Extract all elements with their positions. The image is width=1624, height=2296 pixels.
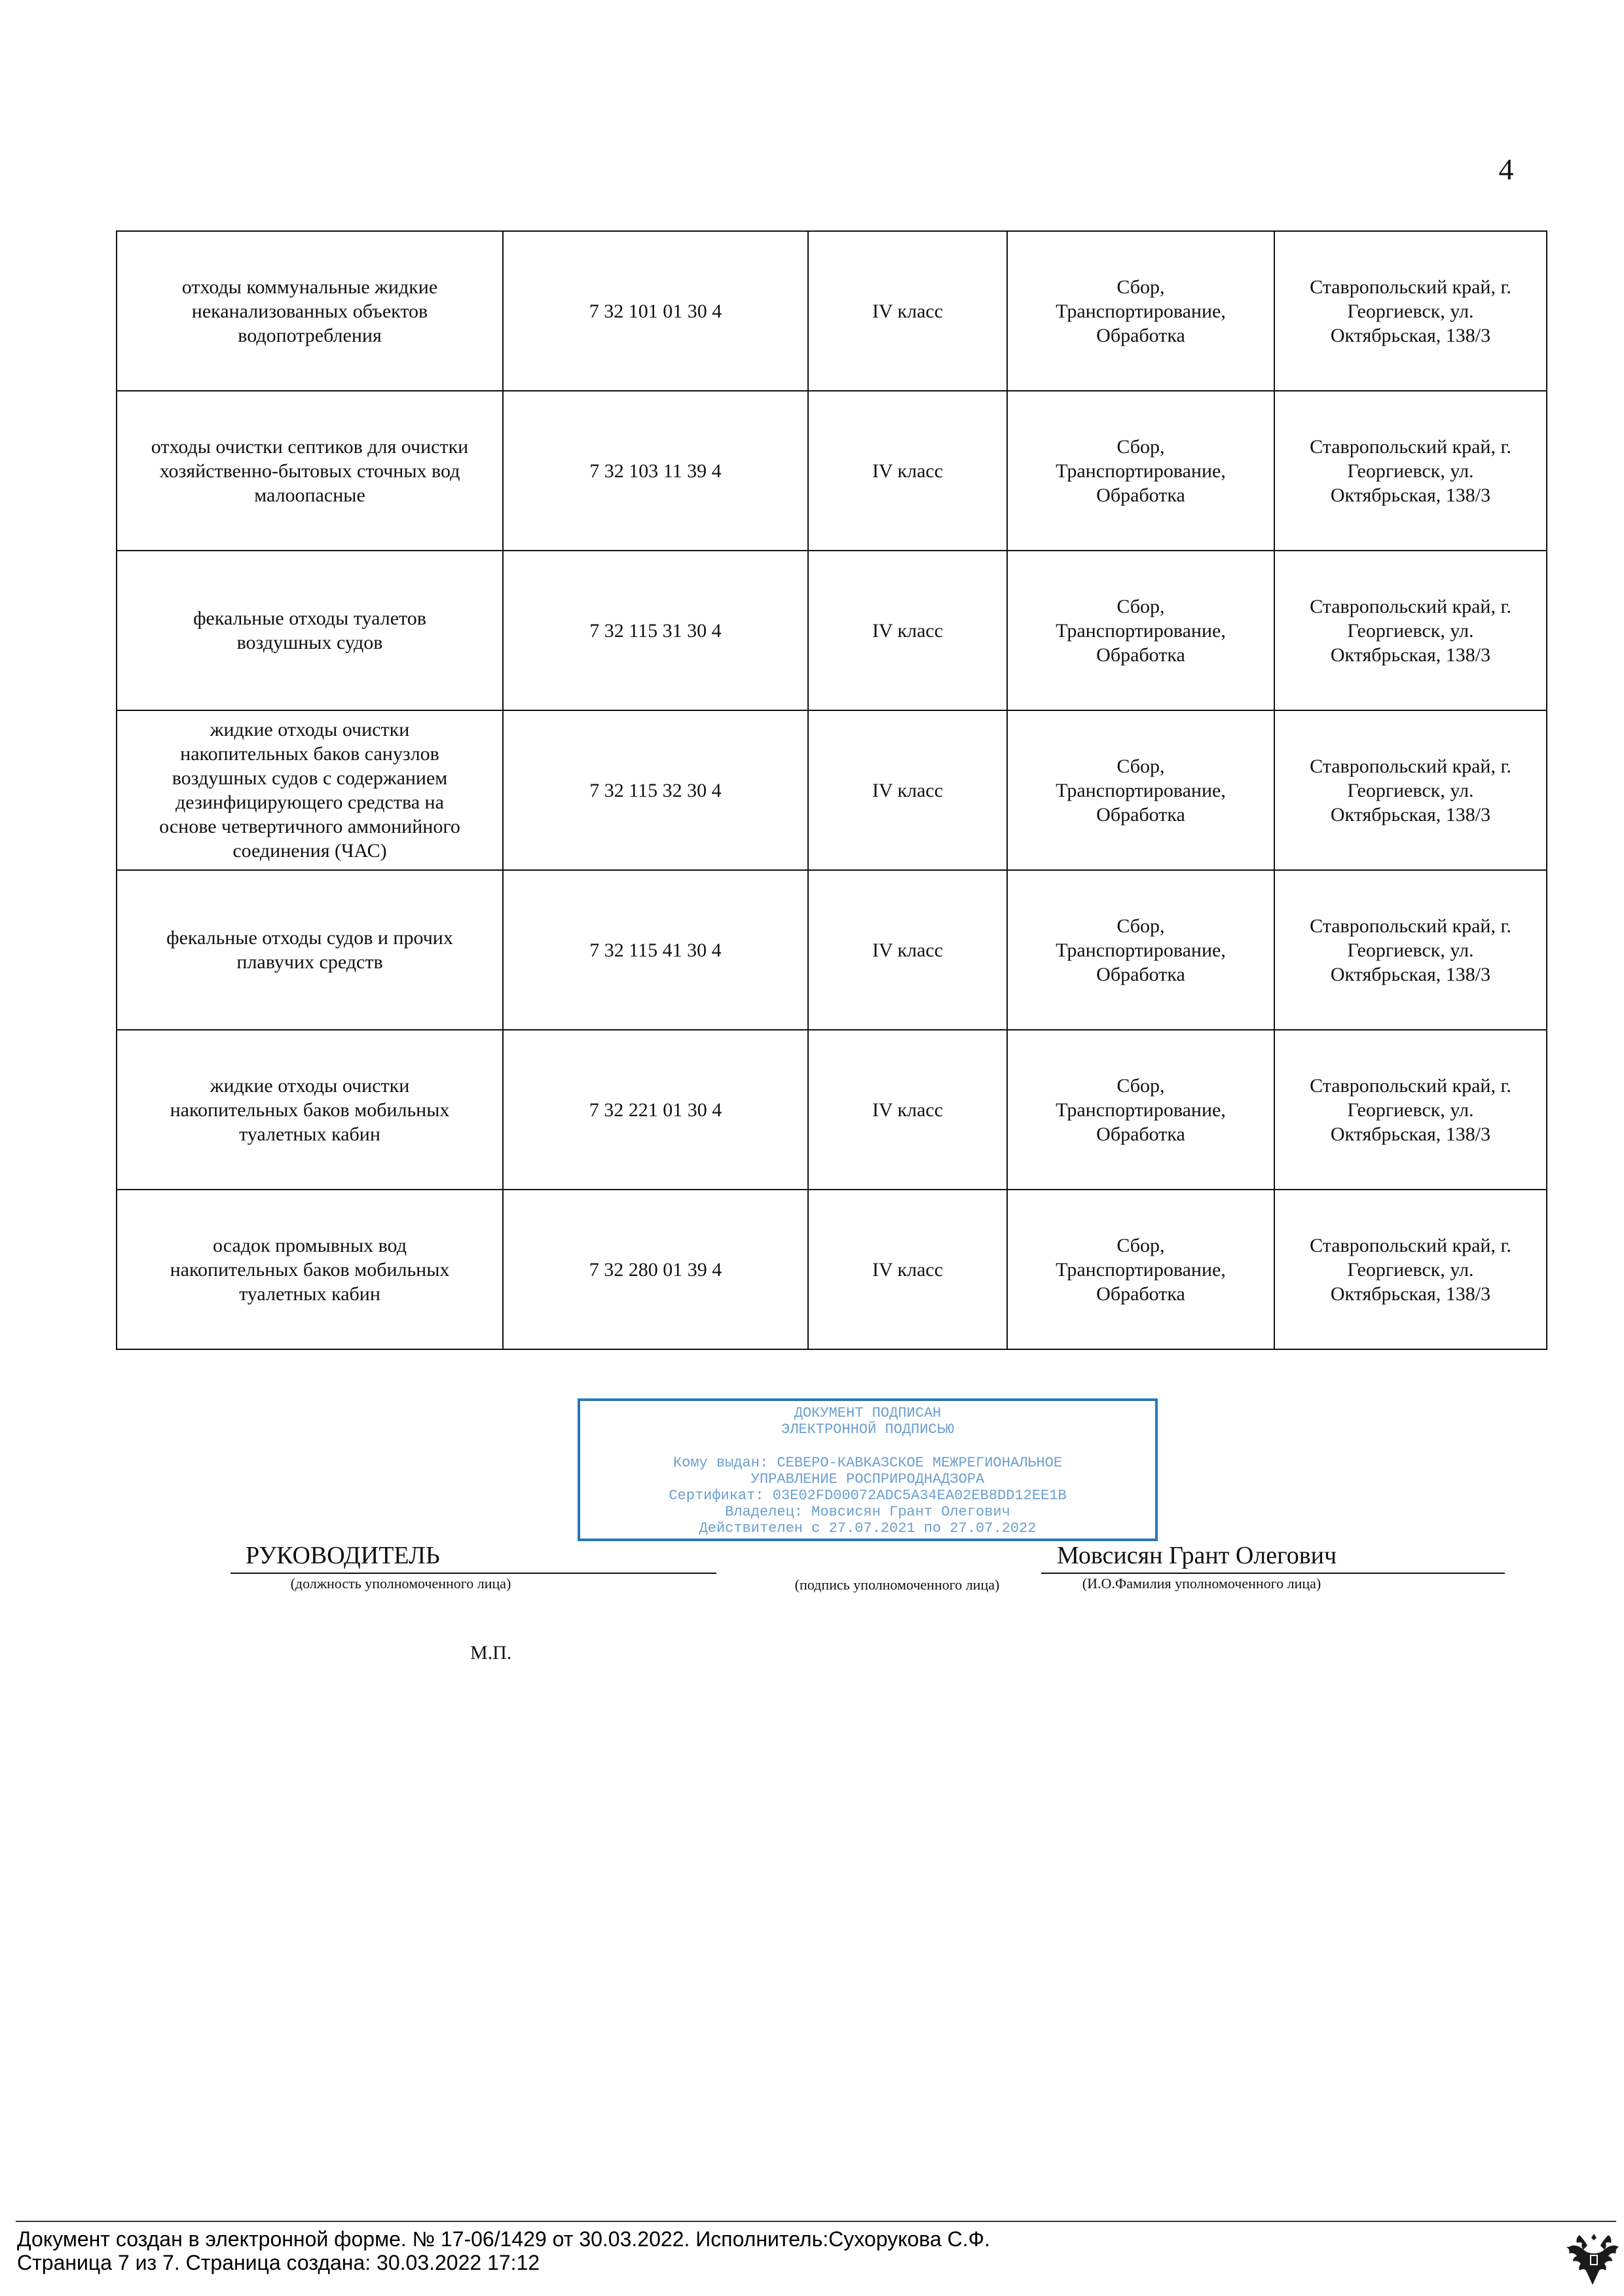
address-cell [1274, 870, 1547, 1030]
address-cell-line: Октябрьская, 138/3 [1330, 324, 1491, 346]
waste-code-cell: 7 32 115 32 30 4 [503, 710, 808, 870]
waste-code-cell: 7 32 280 01 39 4 [503, 1190, 808, 1349]
address-cell-line: Ставропольский край, г. [1310, 755, 1511, 777]
activity-cell-line: Сбор, [1116, 595, 1165, 617]
activity-cell [1007, 391, 1274, 551]
activity-cell-line: Обработка [1096, 484, 1185, 506]
waste-name-cell [117, 1190, 503, 1349]
address-cell-line: Георгиевск, ул. [1347, 1258, 1474, 1281]
waste-name-cell-line: накопительных баков мобильных [170, 1099, 450, 1121]
table-row [117, 1190, 1547, 1349]
name-underline [1041, 1573, 1505, 1574]
footer-line-1: Документ создан в электронной форме. № 17-06/1429 от 30.03.2022. Исполнитель:Сухорукова С.Ф. [17, 2227, 990, 2251]
address-cell-line: Ставропольский край, г. [1310, 595, 1511, 617]
address-cell-line: Георгиевск, ул. [1347, 779, 1474, 801]
waste-code-cell: 7 32 115 31 30 4 [503, 551, 808, 710]
waste-name-cell-line: жидкие отходы очистки [210, 719, 410, 740]
waste-code-cell: 7 32 101 01 30 4 [503, 231, 808, 391]
waste-name-cell-line: неканализованных объектов [191, 300, 428, 322]
hazard-class-cell: IV класс [808, 870, 1007, 1030]
waste-table [116, 230, 1547, 1350]
waste-name-cell [117, 391, 503, 551]
activity-cell-line: Сбор, [1116, 276, 1165, 298]
activity-cell-line: Сбор, [1116, 435, 1165, 458]
address-cell [1274, 710, 1547, 870]
address-cell-line: Ставропольский край, г. [1310, 276, 1511, 298]
activity-cell [1007, 551, 1274, 710]
stamp-owner: Владелец: Мовсисян Грант Олегович [725, 1504, 1010, 1520]
stamp-line-2: ЭЛЕКТРОННОЙ ПОДПИСЬЮ [781, 1421, 955, 1438]
activity-cell [1007, 1190, 1274, 1349]
waste-name-cell [117, 551, 503, 710]
stamp-certificate: Сертификат: 03E02FD00072ADC5A34EA02EB8DD12EE1B [669, 1487, 1067, 1504]
activity-cell-line: Транспортирование, [1056, 779, 1226, 801]
footer [17, 2227, 990, 2274]
hazard-class-cell: IV класс [808, 1190, 1007, 1349]
address-cell-line: Георгиевск, ул. [1347, 300, 1474, 322]
table-row [117, 231, 1547, 391]
signer-name: Мовсисян Грант Олегович [1057, 1542, 1337, 1569]
waste-name-cell [117, 231, 503, 391]
waste-name-cell-line: отходы коммунальные жидкие [181, 276, 438, 298]
digital-signature-stamp [578, 1398, 1158, 1541]
page-number: 4 [1498, 153, 1514, 186]
waste-name-cell-line: основе четвертичного аммонийного [159, 816, 460, 837]
waste-name-cell-line: малоопасные [254, 484, 365, 506]
activity-cell-line: Транспортирование, [1056, 939, 1226, 961]
activity-cell-line: Сбор, [1116, 915, 1165, 937]
waste-name-cell-line: соединения (ЧАС) [232, 840, 387, 862]
activity-cell-line: Транспортирование, [1056, 460, 1226, 482]
table-row [117, 1030, 1547, 1190]
footer-divider [16, 2221, 1616, 2222]
address-cell-line: Октябрьская, 138/3 [1330, 484, 1491, 506]
waste-name-cell-line: осадок промывных вод [213, 1234, 407, 1256]
address-cell-line: Ставропольский край, г. [1310, 435, 1511, 458]
address-cell [1274, 391, 1547, 551]
table-row [117, 391, 1547, 551]
table-row [117, 551, 1547, 710]
waste-name-cell-line: плавучих средств [236, 951, 383, 973]
waste-name-cell-line: воздушных судов с содержанием [172, 767, 448, 789]
address-cell [1274, 1190, 1547, 1349]
hazard-class-cell: IV класс [808, 391, 1007, 551]
waste-name-cell-line: фекальные отходы судов и прочих [166, 927, 453, 949]
address-cell-line: Георгиевск, ул. [1347, 939, 1474, 961]
activity-cell-line: Обработка [1096, 803, 1185, 826]
seal-place: М.П. [470, 1642, 512, 1664]
waste-name-cell-line: отходы очистки септиков для очистки [151, 435, 469, 458]
waste-name-cell [117, 710, 503, 870]
activity-cell [1007, 1030, 1274, 1190]
activity-cell-line: Транспортирование, [1056, 619, 1226, 642]
activity-cell-line: Обработка [1096, 324, 1185, 346]
activity-cell [1007, 231, 1274, 391]
activity-cell-line: Обработка [1096, 963, 1185, 985]
stamp-issued-to-1: Кому выдан: СЕВЕРО-КАВКАЗСКОЕ МЕЖРЕГИОНАЛЬНОЕ [673, 1455, 1063, 1471]
waste-name-cell-line: хозяйственно-бытовых сточных вод [159, 460, 460, 482]
activity-cell-line: Транспортирование, [1056, 1258, 1226, 1281]
activity-cell [1007, 870, 1274, 1030]
address-cell [1274, 551, 1547, 710]
activity-cell-line: Обработка [1096, 644, 1185, 666]
address-cell-line: Октябрьская, 138/3 [1330, 803, 1491, 826]
activity-cell-line: Транспортирование, [1056, 300, 1226, 322]
stamp-valid: Действителен с 27.07.2021 по 27.07.2022 [699, 1520, 1037, 1537]
signature-caption: (подпись уполномоченного лица) [794, 1576, 1000, 1593]
address-cell [1274, 1030, 1547, 1190]
waste-code-cell: 7 32 221 01 30 4 [503, 1030, 808, 1190]
address-cell-line: Октябрьская, 138/3 [1330, 963, 1491, 985]
address-cell-line: Октябрьская, 138/3 [1330, 1123, 1491, 1145]
address-cell-line: Ставропольский край, г. [1310, 915, 1511, 937]
address-cell-line: Ставропольский край, г. [1310, 1074, 1511, 1097]
position-underline [231, 1573, 716, 1574]
address-cell [1274, 231, 1547, 391]
waste-name-cell-line: жидкие отходы очистки [210, 1074, 410, 1097]
table-row [117, 870, 1547, 1030]
footer-line-2: Страница 7 из 7. Страница создана: 30.03.2022 17:12 [17, 2251, 540, 2274]
address-cell-line: Георгиевск, ул. [1347, 1099, 1474, 1121]
hazard-class-cell: IV класс [808, 551, 1007, 710]
hazard-class-cell: IV класс [808, 231, 1007, 391]
activity-cell [1007, 710, 1274, 870]
activity-cell-line: Транспортирование, [1056, 1099, 1226, 1121]
activity-cell-line: Сбор, [1116, 1074, 1165, 1097]
waste-code-cell: 7 32 115 41 30 4 [503, 870, 808, 1030]
activity-cell-line: Обработка [1096, 1283, 1185, 1305]
double-headed-eagle-icon [1566, 2229, 1621, 2287]
address-cell-line: Ставропольский край, г. [1310, 1234, 1511, 1256]
waste-code-cell: 7 32 103 11 39 4 [503, 391, 808, 551]
address-cell-line: Октябрьская, 138/3 [1330, 644, 1491, 666]
hazard-class-cell: IV класс [808, 710, 1007, 870]
hazard-class-cell: IV класс [808, 1030, 1007, 1190]
waste-name-cell-line: накопительных баков мобильных [170, 1258, 450, 1281]
waste-name-cell-line: туалетных кабин [239, 1283, 380, 1305]
waste-name-cell-line: туалетных кабин [239, 1123, 380, 1145]
waste-name-cell [117, 1030, 503, 1190]
address-cell-line: Георгиевск, ул. [1347, 460, 1474, 482]
waste-name-cell-line: накопительных баков санузлов [180, 743, 439, 765]
stamp-issued-to-2: УПРАВЛЕНИЕ РОСПРИРОДНАДЗОРА [750, 1471, 985, 1487]
table-row [117, 710, 1547, 870]
position-caption: (должность уполномоченного лица) [290, 1575, 511, 1592]
address-cell-line: Октябрьская, 138/3 [1330, 1283, 1491, 1305]
address-cell-line: Георгиевск, ул. [1347, 619, 1474, 642]
activity-cell-line: Сбор, [1116, 755, 1165, 777]
waste-name-cell-line: водопотребления [238, 324, 382, 346]
stamp-line-1: ДОКУМЕНТ ПОДПИСАН [794, 1405, 942, 1421]
waste-table-body [117, 231, 1547, 1349]
name-caption: (И.О.Фамилия уполномоченного лица) [1082, 1575, 1321, 1592]
signer-position: РУКОВОДИТЕЛЬ [246, 1542, 440, 1569]
waste-name-cell [117, 870, 503, 1030]
waste-name-cell-line: дезинфицирующего средства на [175, 792, 444, 813]
activity-cell-line: Сбор, [1116, 1234, 1165, 1256]
waste-name-cell-line: воздушных судов [236, 632, 383, 653]
activity-cell-line: Обработка [1096, 1123, 1185, 1145]
waste-name-cell-line: фекальные отходы туалетов [193, 608, 426, 629]
